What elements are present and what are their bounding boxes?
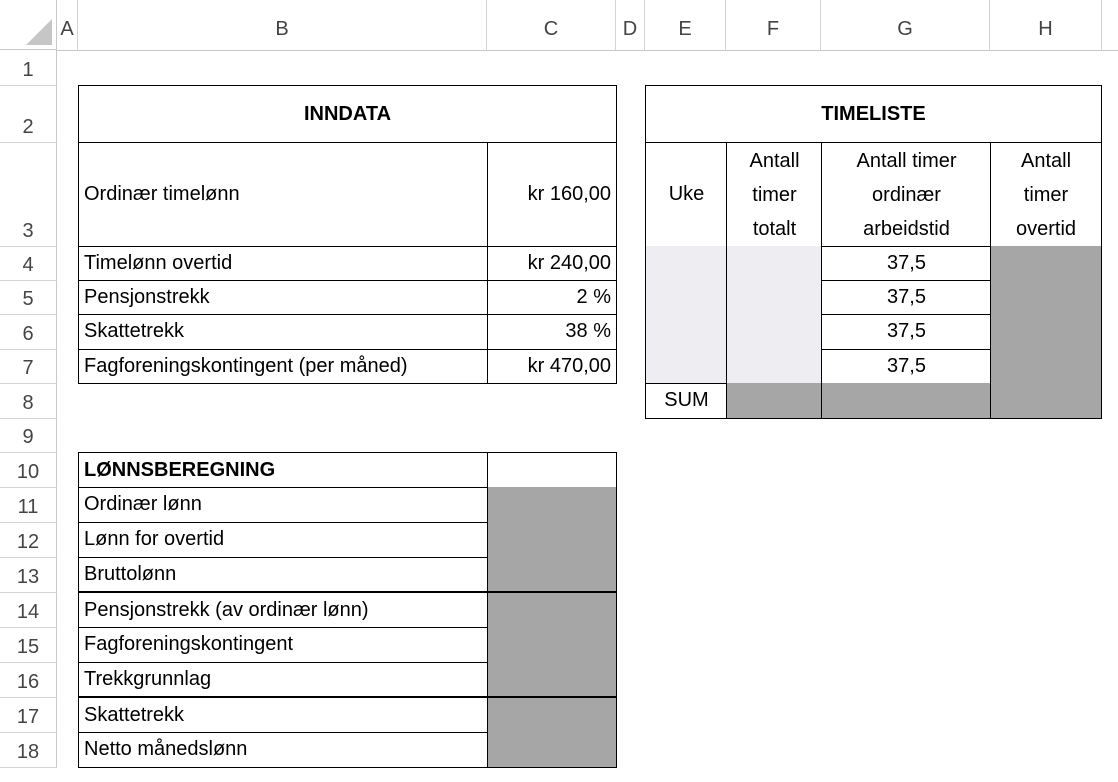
row-header-9[interactable]: 9 (0, 418, 57, 452)
row-header-12[interactable]: 12 (0, 522, 57, 557)
inndata-label-pensjon[interactable]: Pensjonstrekk (78, 280, 488, 315)
timeliste-sum-totalt[interactable] (726, 383, 822, 419)
select-all-triangle-icon (26, 19, 52, 45)
row-header-8[interactable]: 8 (0, 383, 57, 418)
lonnsberegning-title[interactable]: LØNNSBEREGNING (78, 452, 488, 488)
inndata-value-pensjon[interactable]: 2 % (487, 280, 617, 315)
row-separator (0, 349, 57, 350)
lonnsberegning-value-trekkgrunnlag[interactable] (487, 662, 617, 698)
row-header-3[interactable]: 3 (0, 142, 57, 246)
lonnsberegning-label-trekkgrunnlag[interactable]: Trekkgrunnlag (78, 662, 488, 698)
timeliste-ordinaer-value[interactable]: 37,5 (821, 246, 991, 281)
column-header-c[interactable]: C (487, 0, 616, 50)
timeliste-uke-input[interactable] (645, 349, 727, 384)
lonnsberegning-label-ordinaer-lonn[interactable]: Ordinær lønn (78, 487, 488, 523)
row-header-18[interactable]: 18 (0, 732, 57, 767)
column-header-h[interactable]: H (990, 0, 1102, 50)
row-header-16[interactable]: 16 (0, 662, 57, 697)
lonnsberegning-label-netto[interactable]: Netto månedslønn (78, 732, 488, 768)
lonnsberegning-value-bruttolonn[interactable] (487, 557, 617, 593)
row-separator (0, 142, 57, 143)
row-separator (0, 522, 57, 523)
timeliste-header-ordinaer[interactable]: Antall timer ordinær arbeidstid (821, 142, 991, 247)
timeliste-sum-label[interactable]: SUM (645, 383, 727, 419)
row-header-15[interactable]: 15 (0, 627, 57, 662)
timeliste-totalt-input[interactable] (726, 314, 822, 350)
inndata-label-overtid[interactable]: Timelønn overtid (78, 246, 488, 281)
timeliste-totalt-input[interactable] (726, 349, 822, 384)
inndata-label-skatt[interactable]: Skattetrekk (78, 314, 488, 350)
timeliste-ordinaer-value[interactable]: 37,5 (821, 314, 991, 350)
inndata-value-overtid[interactable]: kr 240,00 (487, 246, 617, 281)
row-header-10[interactable]: 10 (0, 452, 57, 487)
row-separator (0, 314, 57, 315)
row-header-11[interactable]: 11 (0, 487, 57, 522)
row-separator (0, 418, 57, 419)
timeliste-sum-overtid[interactable] (990, 383, 1102, 419)
row-separator (0, 85, 57, 86)
column-header-a[interactable]: A (57, 0, 78, 50)
timeliste-overtid-formula[interactable] (990, 280, 1102, 315)
row-header-2[interactable]: 2 (0, 85, 57, 142)
timeliste-header-totalt[interactable]: Antall timer totalt (726, 142, 822, 247)
column-header-b[interactable]: B (78, 0, 487, 50)
row-header-1[interactable]: 1 (0, 50, 57, 85)
inndata-value-timelonn[interactable]: kr 160,00 (487, 142, 617, 247)
row-separator (0, 383, 57, 384)
row-separator (0, 246, 57, 247)
row-header-17[interactable]: 17 (0, 697, 57, 732)
timeliste-ordinaer-value[interactable]: 37,5 (821, 349, 991, 384)
inndata-label-timelonn[interactable]: Ordinær timelønn (78, 142, 488, 247)
row-separator (0, 697, 57, 698)
inndata-value-fagforening[interactable]: kr 470,00 (487, 349, 617, 384)
lonnsberegning-value-fagforening[interactable] (487, 627, 617, 663)
row-separator (0, 662, 57, 663)
timeliste-sum-ordinaer[interactable] (821, 383, 991, 419)
column-header-f[interactable]: F (726, 0, 821, 50)
inndata-title[interactable]: INNDATA (78, 85, 617, 143)
lonnsberegning-value-pensjonstrekk[interactable] (487, 591, 617, 628)
row-separator (0, 557, 57, 558)
lonnsberegning-value-lonn-overtid[interactable] (487, 522, 617, 558)
row-separator (0, 280, 57, 281)
timeliste-overtid-formula[interactable] (990, 349, 1102, 384)
timeliste-totalt-input[interactable] (726, 280, 822, 315)
row-header-13[interactable]: 13 (0, 557, 57, 592)
timeliste-title[interactable]: TIMELISTE (645, 85, 1102, 143)
select-all-corner[interactable] (0, 0, 57, 50)
row-separator (0, 592, 57, 593)
timeliste-header-overtid[interactable]: Antall timer overtid (990, 142, 1102, 247)
inndata-value-skatt[interactable]: 38 % (487, 314, 617, 350)
row-separator (0, 732, 57, 733)
row-header-6[interactable]: 6 (0, 314, 57, 349)
timeliste-totalt-input[interactable] (726, 246, 822, 281)
timeliste-uke-input[interactable] (645, 246, 727, 281)
lonnsberegning-label-lonn-overtid[interactable]: Lønn for overtid (78, 522, 488, 558)
row-header-5[interactable]: 5 (0, 280, 57, 314)
lonnsberegning-label-bruttolonn[interactable]: Bruttolønn (78, 557, 488, 593)
lonnsberegning-value-netto[interactable] (487, 732, 617, 768)
lonnsberegning-title-value[interactable] (487, 452, 617, 488)
column-header-e[interactable]: E (645, 0, 726, 50)
timeliste-header-uke[interactable]: Uke (645, 142, 727, 247)
row-separator (0, 767, 57, 768)
row-separator (0, 487, 57, 488)
lonnsberegning-label-pensjonstrekk[interactable]: Pensjonstrekk (av ordinær lønn) (78, 591, 488, 628)
column-header-g[interactable]: G (821, 0, 990, 50)
row-separator (0, 627, 57, 628)
timeliste-ordinaer-value[interactable]: 37,5 (821, 280, 991, 315)
row-separator (0, 452, 57, 453)
timeliste-uke-input[interactable] (645, 314, 727, 350)
column-header-d[interactable]: D (616, 0, 645, 50)
timeliste-overtid-formula[interactable] (990, 314, 1102, 350)
lonnsberegning-value-ordinaer-lonn[interactable] (487, 487, 617, 523)
row-header-7[interactable]: 7 (0, 349, 57, 383)
timeliste-overtid-formula[interactable] (990, 246, 1102, 281)
inndata-label-fagforening[interactable]: Fagforeningskontingent (per måned) (78, 349, 488, 384)
lonnsberegning-label-fagforening[interactable]: Fagforeningskontingent (78, 627, 488, 663)
row-header-14[interactable]: 14 (0, 592, 57, 627)
lonnsberegning-value-skattetrekk[interactable] (487, 696, 617, 733)
row-header-4[interactable]: 4 (0, 246, 57, 280)
timeliste-uke-input[interactable] (645, 280, 727, 315)
lonnsberegning-label-skattetrekk[interactable]: Skattetrekk (78, 696, 488, 733)
